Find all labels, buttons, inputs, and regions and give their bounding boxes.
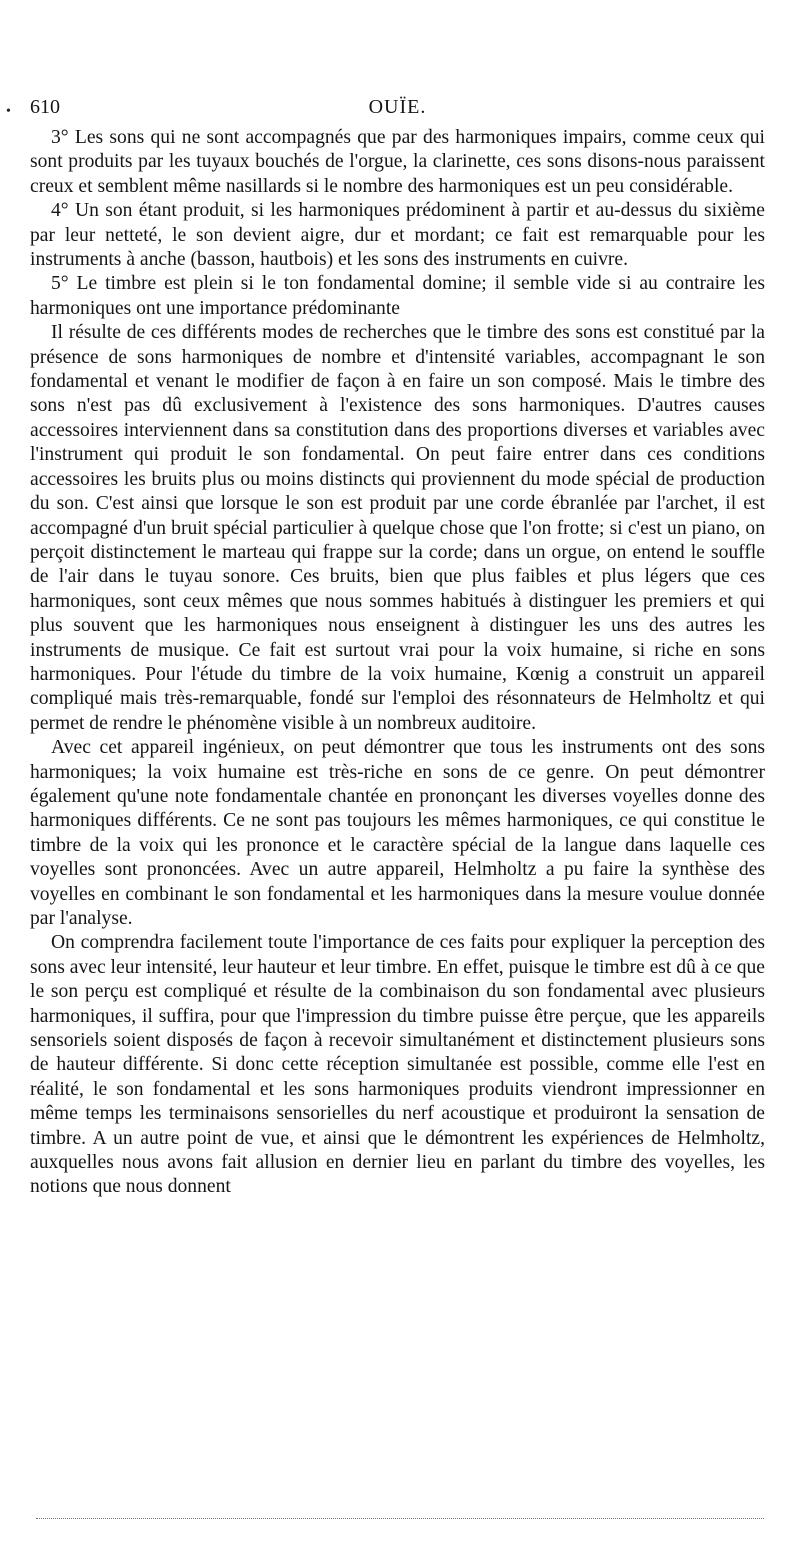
running-head: OUÏE. [368,96,427,118]
paragraph: Avec cet appareil ingénieux, on peut démontrer que tous les instruments ont des sons harmoniques; la voix humaine est très-riche en sons de ce genre. On peut démontrer également qu'une note fondamentale chantée en prononçant les diverses voyelles donne des harmoniques différents. Ce ne sont pas toujours les mêmes harmoniques, ce qui constitue le timbre de la voix qui les prononce et le caractère spécial de la langue dans laquelle ces voyelles sont prononcées. Avec un autre appareil, Helmholtz a pu faire la synthèse des voyelles en combinant le son fondamental et les harmoniques dans la mesure voulue donnée par l'analyse. [30,737,765,929]
body-text [30,126,765,1200]
margin-dot: • [6,104,11,119]
footer-dotted-rule [36,1518,764,1519]
paragraph: 3° Les sons qui ne sont accompagnés que par des harmoniques impairs, comme ceux qui sont produits par les tuyaux bouchés de l'orgue, la clarinette, ces sons disons-nous paraissent creux et semblent même nasillards si le nombre des harmoniques est un peu considérable. [30,127,765,197]
paragraph: Il résulte de ces différents modes de recherches que le timbre des sons est constitué par la présence de sons harmoniques de nombre et d'intensité variables, accompagnant le son fondamental et venant le modifier de façon à en faire un son composé. Mais le timbre des sons n'est pas dû exclusivement à l'existence des sons harmoniques. D'autres causes accessoires interviennent dans sa constitution dans des proportions diverses et variables avec l'instrument qui produit le son fondamental. On peut faire entrer dans ces conditions accessoires les bruits plus ou moins distincts qui proviennent du mode spécial de production du son. C'est ainsi que lorsque le son est produit par une corde ébranlée par l'archet, il est accompagné d'un bruit spécial particulier à quelque chose que l'on frotte; si c'est un piano, on perçoit distinctement le marteau qui frappe sur la corde; dans un orgue, on entend le souffle de l'air dans le tuyau sonore. Ces bruits, bien que plus faibles et plus légers que ces harmoniques, sont ceux mêmes que nous sommes habitués à distinguer les premiers et qui plus souvent que les harmoniques nous enseignent à distinguer les uns des autres les instruments de musique. Ce fait est surtout vrai pour la voix humaine, si riche en sons harmoniques. Pour l'étude du timbre de la voix humaine, Kœnig a construit un appareil compliqué mais très-remarquable, fondé sur l'emploi des résonnateurs de Helmholtz et qui permet de rendre le phénomène visible à un nombreux auditoire. [30,322,765,734]
page-number: 610 [30,96,60,118]
paragraph: 4° Un son étant produit, si les harmoniques prédominent à partir et au-dessus du sixième par leur netteté, le son devient aigre, dur et mordant; ce fait est remarquable pour les instruments à anche (basson, hautbois) et les sons des instruments en cuivre. [30,200,765,271]
paragraph: On comprendra facilement toute l'importance de ces faits pour expliquer la perception des sons avec leur intensité, leur hauteur et leur timbre. En effet, puisque le timbre est dû à ce que le son perçu est compliqué et résulte de la combinaison du son fondamental avec plusieurs harmoniques, il suffira, pour que l'impression du timbre puisse être perçue, que les appareils sensoriels soient disposés de façon à recevoir simultanément et distinctement plusieurs sons de hauteur différente. Si donc cette réception simultanée est possible, comme elle l'est en réalité, le son fondamental et les sons harmoniques produits viendront impressionner en même temps les terminaisons sensorielles du nerf acoustique et produiront la sensation de timbre. A un autre point de vue, et ainsi que le démontrent les expériences de Helmholtz, auxquelles nous avons fait allusion en dernier lieu en parlant du timbre des voyelles, les notions que nous donnent [30,932,765,1198]
paragraph: 5° Le timbre est plein si le ton fondamental domine; il semble vide si au contraire les harmoniques ont une importance prédominante [30,273,765,319]
page [30,96,765,1200]
page-header [30,96,765,126]
